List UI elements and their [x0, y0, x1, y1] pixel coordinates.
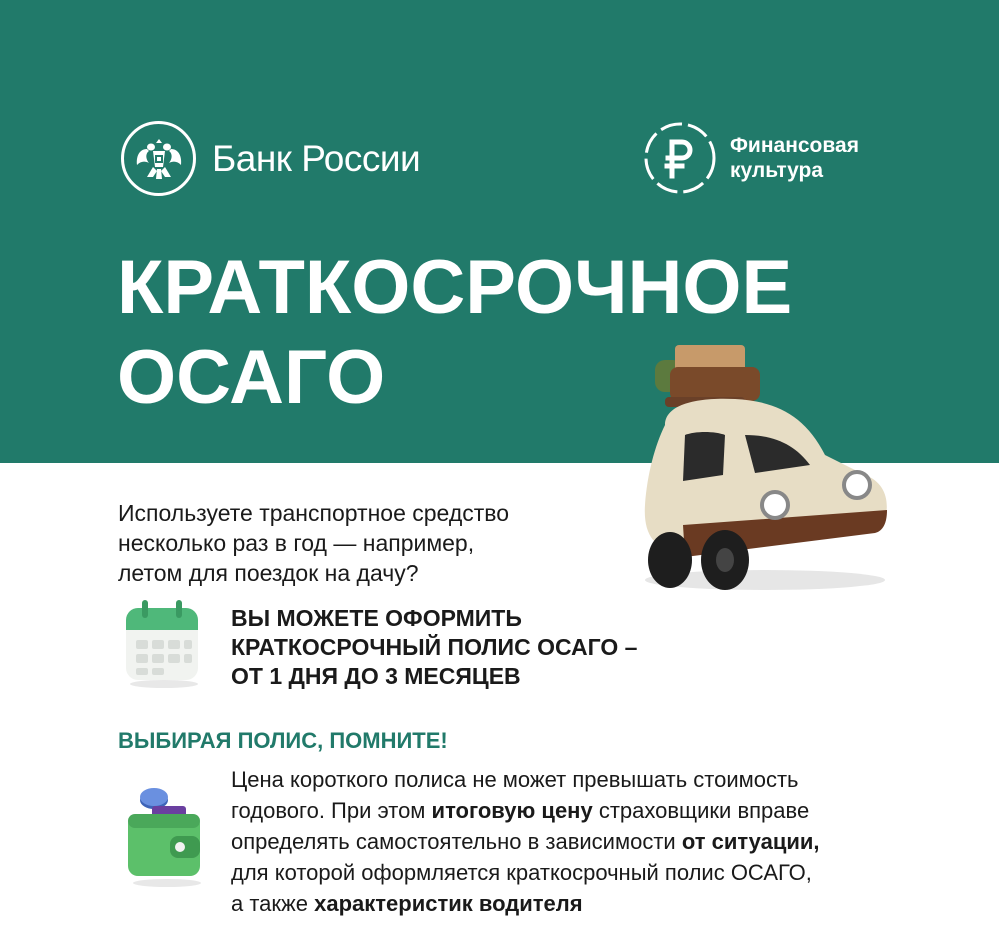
reminder-body [231, 764, 931, 919]
body-bold-driver: характеристик водителя [314, 891, 583, 916]
body-line-1 [231, 764, 931, 795]
reminder-heading: ВЫБИРАЯ ПОЛИС, ПОМНИТЕ! [118, 728, 448, 753]
body-line-4 [231, 857, 931, 888]
callout-line-3: ОТ 1 ДНЯ ДО 3 МЕСЯЦЕВ [231, 663, 521, 689]
body-text-7: для которой оформляется краткосрочный полис ОСАГО, [231, 860, 812, 885]
bank-name: Банк России [212, 137, 421, 179]
calendar-icon [122, 598, 202, 688]
title-line-1: КРАТКОСРОЧНОЕ [117, 245, 793, 330]
wallet-icon [122, 778, 207, 888]
question-line-3: летом для поездок на дачу? [118, 560, 419, 586]
car-with-luggage-icon [625, 335, 895, 595]
body-bold-situation: от ситуации, [681, 829, 820, 854]
body-text-5: определять самостоятельно в зависимости [231, 829, 682, 854]
body-line-5 [231, 888, 931, 919]
question-line-1: Используете транспортное средство [118, 500, 510, 526]
body-text-4: страховщики вправе [592, 798, 810, 823]
body-text-1: Цена короткого полиса не может превышать стоимость [231, 767, 799, 792]
body-bold-final-price: итоговую цену [431, 798, 593, 823]
financial-culture-text [730, 133, 859, 183]
bank-of-russia-logo [121, 121, 420, 196]
question-line-2: несколько раз в год — например, [118, 530, 475, 556]
ruble-icon [642, 120, 718, 196]
financial-culture-logo [642, 120, 859, 196]
fin-line-1: Финансовая [730, 134, 859, 157]
callout-text [231, 604, 751, 691]
body-line-2 [231, 795, 931, 826]
body-line-3 [231, 826, 931, 857]
question-text [118, 498, 588, 588]
callout-line-2: КРАТКОСРОЧНЫЙ ПОЛИС ОСАГО – [231, 634, 638, 660]
body-text-8: а также [231, 891, 315, 916]
fin-line-2: культура [730, 159, 824, 182]
callout-line-1: ВЫ МОЖЕТЕ ОФОРМИТЬ [231, 605, 522, 631]
body-text-2: годового. При этом [231, 798, 432, 823]
double-headed-eagle-icon [121, 121, 196, 196]
title-line-2: ОСАГО [117, 335, 386, 420]
